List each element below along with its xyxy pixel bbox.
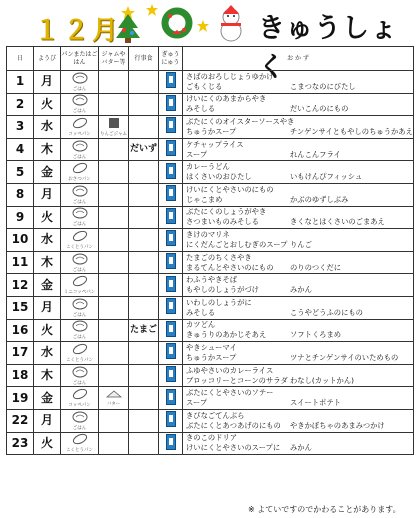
wreath-icon [160, 6, 194, 40]
milk-cell [159, 116, 183, 139]
table-row [7, 251, 414, 274]
jam-cell [99, 206, 129, 229]
dish-2: ぶたにくとあつあげのにもの [186, 420, 281, 430]
star-icon [146, 4, 158, 16]
header-milk: ぎゅうにゅう [159, 47, 183, 71]
milk-carton-icon [166, 321, 176, 337]
header-dow: ようび [34, 47, 61, 71]
milk-carton-icon [166, 230, 176, 246]
dish-2: けいにくとやさいのスープに [186, 443, 281, 453]
header-main: パンまたはごはん [61, 47, 99, 71]
table-row [7, 432, 414, 455]
dishes-cell [183, 138, 414, 161]
staple-cell [61, 274, 99, 297]
milk-carton-icon [166, 389, 176, 405]
staple-label: コッペパン [68, 131, 91, 137]
event-cell [129, 274, 159, 297]
milk-cell [159, 161, 183, 184]
staple-label: ミニコッペパン [63, 290, 96, 296]
event-cell [129, 387, 159, 410]
dishes-cell [183, 364, 414, 387]
date-cell: 19 [7, 387, 34, 410]
table-row [7, 387, 414, 410]
page-title: きゅうしょく [258, 13, 398, 83]
dish-1: さばのおろしじょうゆかけ [186, 71, 274, 81]
dish-3: こまつなのにびたし [290, 81, 356, 91]
dish-1: ふゆやさいのカレーライス [186, 365, 274, 375]
weekday-cell: 木 [34, 138, 61, 161]
table-row [7, 93, 414, 116]
staple-cell [61, 93, 99, 116]
jam-cell [99, 274, 129, 297]
date-cell: 10 [7, 229, 34, 252]
table-row [7, 116, 414, 139]
dish-1: カツどん [186, 320, 216, 330]
staple-cell [61, 71, 99, 94]
dish-1: ぶたにくのしょうがやき [186, 207, 267, 217]
weekday-cell: 金 [34, 161, 61, 184]
dish-2: きゅうりのあかじそあえ [186, 330, 267, 340]
dishes-cell [183, 206, 414, 229]
bread-icon [71, 433, 89, 445]
dishes-cell [183, 342, 414, 365]
date-cell: 8 [7, 183, 34, 206]
milk-cell [159, 387, 183, 410]
dish-2: ごもくじる [186, 81, 223, 91]
event-cell [129, 432, 159, 455]
event-cell [129, 183, 159, 206]
milk-carton-icon [166, 276, 176, 292]
weekday-cell: 水 [34, 342, 61, 365]
date-cell: 5 [7, 161, 34, 184]
rice-bowl-icon [71, 253, 89, 265]
event-cell: だいず [129, 138, 159, 161]
staple-cell [61, 183, 99, 206]
staple-cell [61, 251, 99, 274]
dish-3: かぶのゆずしぶみ [290, 194, 349, 204]
staple-label: ごはん [72, 312, 87, 318]
milk-cell [159, 251, 183, 274]
rice-bowl-icon [71, 320, 89, 332]
dish-2: みそしる [186, 104, 216, 114]
date-cell: 1 [7, 71, 34, 94]
dish-3: チンゲンサイともやしのちゅうかあえ [290, 126, 413, 136]
staple-cell [61, 319, 99, 342]
dish-3: れんこんフライ [290, 149, 341, 159]
dish-2: ちゅうかスープ [186, 126, 237, 136]
dish-1: たまごのちくさやき [186, 252, 252, 262]
milk-cell [159, 206, 183, 229]
dish-3: ツナとチンゲンサイのいためもの [290, 352, 399, 362]
dishes-cell [183, 229, 414, 252]
dish-2: ブロッコリーとコーンのサラダ [186, 375, 288, 385]
staple-cell [61, 387, 99, 410]
jam-cell [99, 71, 129, 94]
dish-3: みかん [290, 285, 312, 295]
dish-3: きくなとはくさいのごまあえ [290, 217, 385, 227]
milk-carton-icon [166, 343, 176, 359]
rice-bowl-icon [71, 140, 89, 152]
weekday-cell: 火 [34, 319, 61, 342]
table-row [7, 319, 414, 342]
jam-cell [99, 319, 129, 342]
jam-cell [99, 296, 129, 319]
dish-1: いわしのしょうがに [186, 297, 252, 307]
dishes-cell [183, 319, 414, 342]
event-cell [129, 116, 159, 139]
weekday-cell: 火 [34, 432, 61, 455]
dish-1: ぶたにくのオイスターソースやき [186, 116, 295, 126]
bread-icon [71, 343, 89, 355]
bread-icon [71, 388, 89, 400]
bread-icon [71, 275, 89, 287]
table-row [7, 229, 414, 252]
milk-cell [159, 183, 183, 206]
staple-label: こくとうパン [66, 448, 93, 454]
header-event: 行事食 [129, 47, 159, 71]
jam-cell [99, 251, 129, 274]
milk-carton-icon [166, 95, 176, 111]
dish-3: ソフトくろまめ [290, 330, 342, 340]
month-title: １２月 [34, 16, 122, 46]
dish-1: きのこのドリア [186, 433, 238, 443]
bread-icon [71, 162, 89, 174]
weekday-cell: 木 [34, 251, 61, 274]
date-cell: 9 [7, 206, 34, 229]
dish-3: やきかぼちゃのあまみつかけ [290, 420, 385, 430]
dish-1: カレーうどん [186, 162, 230, 172]
milk-carton-icon [166, 434, 176, 450]
weekday-cell: 月 [34, 296, 61, 319]
dish-2: さつまいものみそしる [186, 217, 259, 227]
milk-carton-icon [166, 185, 176, 201]
bread-icon [71, 117, 89, 129]
milk-carton-icon [166, 298, 176, 314]
dishes-cell [183, 183, 414, 206]
table-header [7, 47, 414, 71]
rice-bowl-icon [71, 411, 89, 423]
staple-cell [61, 409, 99, 432]
date-cell: 18 [7, 364, 34, 387]
staple-label: こくとうパン [66, 244, 93, 250]
dishes-cell [183, 116, 414, 139]
jam-cell [99, 364, 129, 387]
dishes-cell [183, 409, 414, 432]
menu-table [6, 46, 414, 455]
dish-2: はくさいのおひたし [186, 172, 252, 182]
rice-bowl-icon [71, 72, 89, 84]
milk-carton-icon [166, 163, 176, 179]
jam-cell [99, 409, 129, 432]
table-row [7, 161, 414, 184]
dishes-cell [183, 93, 414, 116]
staple-cell [61, 116, 99, 139]
staple-label: ごはん [72, 380, 87, 386]
event-cell [129, 93, 159, 116]
dish-3: いもけんぴフィッシュ [290, 172, 363, 182]
date-cell: 15 [7, 296, 34, 319]
dish-3: のりのつくだに [290, 262, 342, 272]
milk-cell [159, 342, 183, 365]
jam-cell [99, 116, 129, 139]
dishes-cell [183, 296, 414, 319]
date-cell: 16 [7, 319, 34, 342]
rice-bowl-icon [71, 366, 89, 378]
date-cell: 3 [7, 116, 34, 139]
milk-cell [159, 364, 183, 387]
table-row [7, 342, 414, 365]
staple-cell [61, 229, 99, 252]
milk-carton-icon [166, 366, 176, 382]
weekday-cell: 火 [34, 93, 61, 116]
weekday-cell: 金 [34, 387, 61, 410]
dishes-cell [183, 161, 414, 184]
staple-label: コッペパン [68, 403, 91, 409]
event-cell: たまご [129, 319, 159, 342]
staple-label: ごはん [72, 86, 87, 92]
weekday-cell: 水 [34, 116, 61, 139]
event-cell [129, 71, 159, 94]
jam-icon [108, 117, 120, 129]
dish-2: まるてんとやさいのにもの [186, 262, 274, 272]
jam-cell [99, 183, 129, 206]
staple-label: ごはん [72, 425, 87, 431]
dish-3: こうやどうふのにもの [290, 307, 363, 317]
event-cell [129, 251, 159, 274]
dish-1: けいにくとやさいのにもの [186, 184, 274, 194]
dish-1: やきシューマイ [186, 342, 237, 352]
jam-cell [99, 432, 129, 455]
milk-cell [159, 409, 183, 432]
table-row [7, 296, 414, 319]
dish-1: わふうやきそば [186, 275, 238, 285]
rice-bowl-icon [71, 185, 89, 197]
date-cell: 11 [7, 251, 34, 274]
jam-cell [99, 387, 129, 410]
dish-3: りんご [290, 239, 312, 249]
bread-icon [71, 230, 89, 242]
milk-carton-icon [166, 117, 176, 133]
christmas-tree-icon [114, 4, 142, 44]
table-row [7, 206, 414, 229]
weekday-cell: 水 [34, 229, 61, 252]
staple-label: ごはん [72, 109, 87, 115]
event-cell [129, 364, 159, 387]
weekday-cell: 火 [34, 206, 61, 229]
staple-label: おさつパン [68, 177, 91, 183]
weekday-cell: 金 [34, 274, 61, 297]
weekday-cell: 月 [34, 71, 61, 94]
event-cell [129, 409, 159, 432]
event-cell [129, 229, 159, 252]
dishes-cell [183, 251, 414, 274]
weekday-cell: 月 [34, 409, 61, 432]
staple-label: ごはん [72, 154, 87, 160]
staple-cell [61, 364, 99, 387]
rice-bowl-icon [71, 207, 89, 219]
milk-carton-icon [166, 208, 176, 224]
jam-cell [99, 229, 129, 252]
staple-cell [61, 296, 99, 319]
dish-3: わなし(カットかん) [290, 375, 354, 385]
staple-cell [61, 138, 99, 161]
table-row [7, 409, 414, 432]
dishes-cell [183, 274, 414, 297]
star-icon [197, 20, 209, 32]
header-date: 日 [7, 47, 34, 71]
snowman-icon [214, 4, 248, 42]
dish-3: だいこんのにもの [290, 104, 349, 114]
date-cell: 4 [7, 138, 34, 161]
milk-cell [159, 138, 183, 161]
milk-cell [159, 229, 183, 252]
dish-2: にくだんごとおしむぎのスープ [186, 239, 288, 249]
footnote: ※ よていですのでかわることがあります。 [248, 505, 401, 514]
jam-label: りんごジャム [100, 131, 127, 137]
date-cell: 23 [7, 432, 34, 455]
staple-label: ごはん [72, 222, 87, 228]
dish-1: ケチャップライス [186, 139, 244, 149]
milk-cell [159, 319, 183, 342]
header-okazu: お か ず [183, 47, 414, 71]
staple-label: ごはん [72, 267, 87, 273]
dish-2: スープ [186, 398, 208, 408]
event-cell [129, 161, 159, 184]
milk-carton-icon [166, 253, 176, 269]
milk-carton-icon [166, 411, 176, 427]
staple-cell [61, 342, 99, 365]
jam-cell [99, 161, 129, 184]
date-cell: 22 [7, 409, 34, 432]
rice-bowl-icon [71, 298, 89, 310]
event-cell [129, 296, 159, 319]
staple-cell [61, 206, 99, 229]
table-row [7, 183, 414, 206]
table-row [7, 138, 414, 161]
header-jam: ジャムやバター等 [99, 47, 129, 71]
milk-carton-icon [166, 72, 176, 88]
staple-cell [61, 161, 99, 184]
milk-cell [159, 432, 183, 455]
dish-2: みそしる [186, 307, 216, 317]
milk-cell [159, 93, 183, 116]
milk-cell [159, 274, 183, 297]
dish-3: みかん [290, 443, 312, 453]
date-cell: 12 [7, 274, 34, 297]
staple-label: こくとうパン [66, 357, 93, 363]
staple-cell [61, 432, 99, 455]
jam-cell [99, 138, 129, 161]
jam-label: バター [106, 402, 121, 408]
weekday-cell: 月 [34, 183, 61, 206]
staple-label: ごはん [72, 199, 87, 205]
milk-cell [159, 71, 183, 94]
dish-2: もやしのしょうがづけ [186, 285, 259, 295]
dish-1: ぶたにくとやさいのソテー [186, 388, 274, 398]
dish-1: きけのマリネ [186, 229, 230, 239]
dish-1: けいにくのあまからやき [186, 94, 267, 104]
dish-2: スープ [186, 149, 208, 159]
dishes-cell [183, 71, 414, 94]
event-cell [129, 342, 159, 365]
butter-icon [106, 389, 122, 399]
table-row [7, 71, 414, 94]
rice-bowl-icon [71, 94, 89, 106]
milk-carton-icon [166, 140, 176, 156]
date-cell: 17 [7, 342, 34, 365]
date-cell: 2 [7, 93, 34, 116]
dish-1: きびなごてんぷら [186, 410, 245, 420]
weekday-cell: 木 [34, 364, 61, 387]
jam-cell [99, 342, 129, 365]
dishes-cell [183, 387, 414, 410]
event-cell [129, 206, 159, 229]
table-row [7, 274, 414, 297]
table-row [7, 364, 414, 387]
staple-label: ごはん [72, 335, 87, 341]
dish-3: スイートポテト [290, 398, 341, 408]
dish-2: ちゅうかスープ [186, 352, 237, 362]
milk-cell [159, 296, 183, 319]
dishes-cell [183, 432, 414, 455]
jam-cell [99, 93, 129, 116]
dish-2: じゃこまめ [186, 194, 223, 204]
